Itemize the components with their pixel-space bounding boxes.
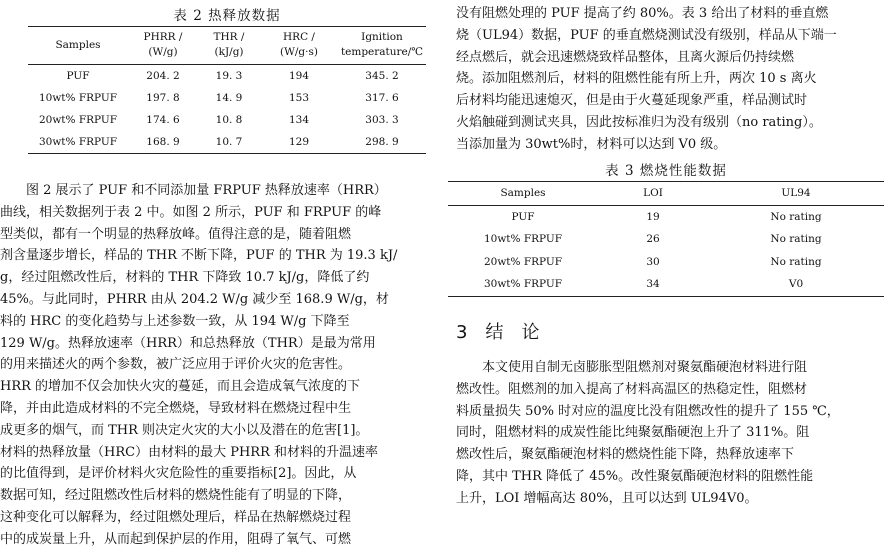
table3 [448, 181, 884, 297]
section-number: 3 [456, 322, 486, 343]
table-cell: 20wt% FRPUF [38, 114, 118, 126]
text-line: 同时，阻燃材料的成炭性能比纯聚氨酯硬泡上升了 311%。阻 [456, 425, 810, 441]
table-cell: V0 [788, 278, 804, 291]
table2-header-thr: THR / (kJ/g) [213, 31, 245, 58]
text-line: 经点燃后，就会迅速燃烧致样品整体，且离火源后仍持续燃 [456, 49, 795, 65]
table-row [28, 131, 426, 154]
table-cell: 194 [288, 70, 310, 82]
text-line: 45%。与此同时，PHRR 由从 204.2 W/g 减少至 168.9 W/g，材 [0, 291, 389, 307]
text-line: 数据可知，经过阻燃改性后材料的燃烧性能有了明显的下降， [0, 488, 352, 504]
table-row [448, 205, 884, 228]
table2-caption: 表 2 热释放数据 [173, 8, 281, 24]
text-line: 烧（UL94）数据，PUF 的垂直燃烧测试没有级别，样品从下端一 [456, 27, 837, 43]
text-line: 的用来描述火的两个参数，被广泛应用于评价火灾的危害性。 [0, 357, 352, 373]
table-cell: 204. 2 [146, 70, 180, 82]
text-line: 降，并由此造成材料的不完全燃烧，导致材料在燃烧过程中生 [0, 400, 352, 416]
table-cell: PUF [511, 210, 535, 223]
text-line: 没有阻燃处理的 PUF 提高了约 80%。表 3 给出了材料的垂直燃 [456, 6, 829, 21]
text-line: 火焰触碰到测试夹具，因此按标准归为没有级别（no rating）。 [456, 114, 822, 130]
table-cell: No rating [770, 233, 822, 246]
table-row [28, 87, 426, 109]
table-row [28, 65, 426, 88]
table-cell: 19. 3 [215, 70, 243, 82]
text-line: 曲线，相关数据列于表 2 中。如图 2 所示，PUF 和 FRPUF 的峰 [0, 204, 382, 220]
table-cell: 10. 7 [215, 136, 243, 148]
table-cell: 197. 8 [146, 92, 180, 104]
body-paragraph-right-top [456, 3, 884, 156]
text-line: 料的 HRC 的变化趋势与上述参数一致，从 194 W/g 下降至 [0, 313, 350, 329]
table-cell: 34 [646, 278, 660, 291]
table-cell: 10. 8 [215, 114, 243, 126]
text-line: 成更多的烟气，而 THR 则决定火灾的大小以及潜在的危害[1]。 [0, 422, 369, 438]
table-cell: No rating [770, 210, 822, 223]
text-line: g，经过阻燃改性后，材料的 THR 下降致 10.7 kJ/g，降低了约 [0, 270, 370, 286]
text-line: 燃改性。阻燃剂的加入提高了材料高温区的热稳定性，阻燃材 [456, 381, 808, 397]
table3-header-loi: LOI [643, 187, 663, 200]
text-line: 剂含量逐步增长，样品的 THR 不断下降，PUF 的 THR 为 19.3 kJ/ [0, 248, 398, 264]
text-line: 当添加量为 30wt%时，材料可以达到 V0 级。 [456, 136, 727, 152]
table-cell: 303. 3 [365, 114, 399, 126]
table-cell: 134 [288, 114, 310, 126]
body-paragraph-left [0, 180, 436, 551]
text-line: 型类似，都有一个明显的热释放峰。值得注意的是，随着阻燃 [0, 226, 352, 242]
table2-header-phrr: PHRR / (W/g) [143, 31, 183, 58]
table-row [448, 251, 884, 274]
table2-header-samples: Samples [55, 38, 101, 51]
table-cell: 30 [646, 255, 660, 268]
text-line: 降，其中 THR 降低了 45%。改性聚氨酯硬泡材料的阻燃性能 [456, 468, 814, 484]
section-heading [456, 318, 884, 344]
table-cell: 153 [288, 92, 310, 104]
section-title: 结论 [485, 322, 558, 343]
table-row [28, 109, 426, 131]
text-line: HRR 的增加不仅会加快火灾的蔓延，而且会造成氧气浓度的下 [0, 379, 361, 395]
text-line: 上升，LOI 增幅高达 80%，且可以达到 UL94V0。 [456, 490, 758, 506]
text-line: 材料的热释放量（HRC）由材料的最大 PHRR 和材料的升温速率 [0, 444, 378, 460]
table-cell: 345. 2 [365, 70, 399, 82]
table-cell: 20wt% FRPUF [483, 255, 563, 268]
table2-header-ignition: Ignition temperature/℃ [340, 31, 424, 58]
table-cell: 129 [288, 136, 310, 148]
table3-caption: 表 3 燃烧性能数据 [605, 163, 727, 179]
text-line: 中的成炭量上升，从而起到保护层的作用，阻碍了氧气、可燃 [0, 531, 352, 547]
table-row [448, 228, 884, 251]
table3-header-samples: Samples [500, 187, 546, 200]
text-line: 后材料均能迅速熄灭，但是由于火蔓延现象严重，样品测试时 [456, 93, 808, 109]
table-cell: PUF [66, 70, 90, 82]
table-cell: 30wt% FRPUF [483, 278, 563, 291]
table-cell: 26 [646, 233, 660, 246]
table3-header-row [448, 182, 884, 206]
table2-header-row [28, 27, 426, 65]
text-line: 料质量损失 50% 时对应的温度比没有阻燃改性的提升了 155 ℃， [456, 403, 840, 419]
table-cell: 19 [646, 210, 660, 223]
table-cell: 30wt% FRPUF [38, 136, 118, 148]
text-line: 的比值得到，是评价材料火灾危险性的重要指标[2]。因此，从 [0, 466, 357, 482]
table-row [448, 273, 884, 296]
text-line: 烧。添加阻燃剂后，材料的阻燃性能有所上升，两次 10 s 离火 [456, 71, 817, 87]
table3-header-ul94: UL94 [781, 187, 811, 200]
table2 [28, 26, 426, 154]
table-cell: No rating [770, 255, 822, 268]
table-cell: 10wt% FRPUF [483, 233, 563, 246]
table-cell: 174. 6 [146, 114, 180, 126]
table-cell: 14. 9 [215, 92, 243, 104]
text-line: 燃改性后，聚氨酯硬泡材料的燃烧性能下降，热释放速率下 [456, 447, 795, 463]
table2-header-hrc: HRC / (W/g·s) [280, 31, 318, 58]
text-line: 本文使用自制无卤膨胀型阻燃剂对聚氨酯硬泡材料进行阻 [482, 360, 808, 375]
table-cell: 317. 6 [365, 92, 399, 104]
table-cell: 168. 9 [146, 136, 180, 148]
text-line: 图 2 展示了 PUF 和不同添加量 FRPUF 热释放速率（HRR） [26, 183, 387, 198]
table-cell: 298. 9 [365, 136, 399, 148]
text-line: 这种变化可以解释为，经过阻燃处理后，样品在热解燃烧过程 [0, 509, 352, 525]
text-line: 129 W/g。热释放速率（HRR）和总热释放（THR）是最为常用 [0, 335, 376, 351]
table-cell: 10wt% FRPUF [38, 92, 118, 104]
conclusion-paragraph [456, 357, 884, 510]
